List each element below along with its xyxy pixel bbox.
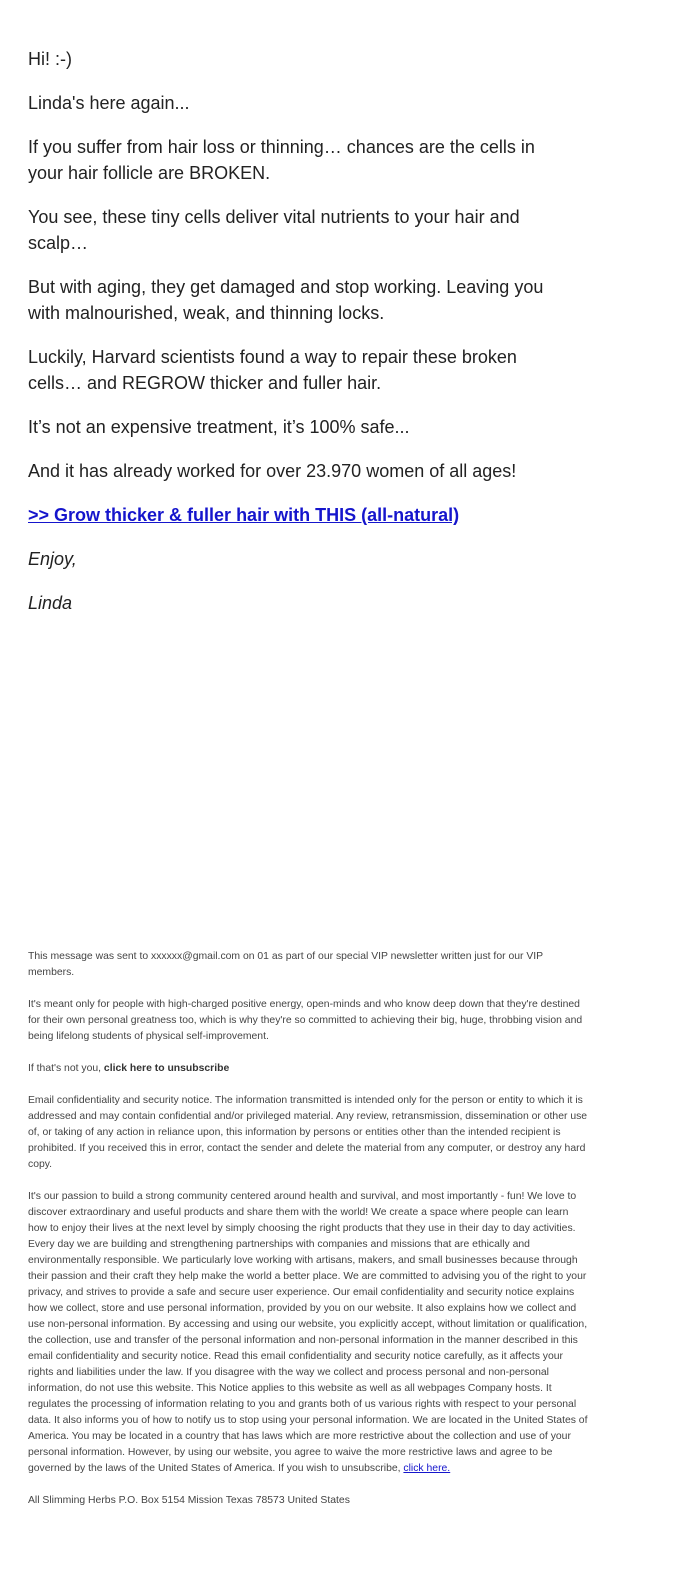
passion-notice <box>28 1189 590 1477</box>
cta-link[interactable]: >> Grow thicker & fuller hair with THIS (all-natural) <box>28 505 460 525</box>
company-address: All Slimming Herbs P.O. Box 5154 Mission Texas 78573 United States <box>28 1495 350 1506</box>
intro-line: Linda's here again... <box>28 93 190 113</box>
audience-notice: It's meant only for people with high-charged positive energy, open-minds and who know deep down that they're destined for their own personal greatness too, which is why they're so committed to achieving their big, huge, throbbing vision and being lifelong students of physical self-improvement. <box>28 999 583 1042</box>
unsubscribe-line <box>28 1061 590 1077</box>
body-paragraph-4: Luckily, Harvard scientists found a way to repair these broken cells… and REGROW thicker and fuller hair. <box>28 347 517 393</box>
greeting: Hi! :-) <box>28 49 72 69</box>
email-footer <box>28 949 590 1525</box>
body-paragraph-1: If you suffer from hair loss or thinning… chances are the cells in your hair follicle are BROKEN. <box>28 137 535 183</box>
body-paragraph-5: It’s not an expensive treatment, it’s 100% safe... <box>28 417 410 437</box>
body-paragraph-2: You see, these tiny cells deliver vital nutrients to your hair and scalp… <box>28 207 520 253</box>
body-paragraph-3: But with aging, they get damaged and stop working. Leaving you with malnourished, weak, and thinning locks. <box>28 277 544 323</box>
body-paragraph-6: And it has already worked for over 23.970 women of all ages! <box>28 461 517 481</box>
email-body <box>28 46 548 634</box>
sent-notice: This message was sent to xxxxxx@gmail.com on 01 as part of our special VIP newsletter written just for our VIP members. <box>28 951 543 978</box>
cta-paragraph <box>28 502 548 528</box>
unsubscribe-click-here-link[interactable]: click here. <box>403 1463 451 1474</box>
unsubscribe-prefix: If that's not you, <box>28 1063 104 1074</box>
signoff: Enjoy, <box>28 549 77 569</box>
signature: Linda <box>28 593 73 613</box>
confidentiality-notice: Email confidentiality and security notice. The information transmitted is intended only for the person or entity to which it is addressed and may contain confidential and/or privileged material. Any review, retransmission, dissemination or other use of, or taking of any action in reliance upon, this information by persons or entities other than the intended recipient is prohibited. If you received this in error, contact the sender and delete the material from any computer, or destroy any hard copy. <box>28 1095 588 1170</box>
passion-text: It's our passion to build a strong community centered around health and survival, and most importantly - fun! We love to discover extraordinary and useful products and share them with the world! We create a space where people can learn how to enjoy their lives at the next level by simply choosing the right products that they use in their day to day activities. Every day we are building and strengthening partnerships with companies and missions that are ethically and environmentally responsible. We particularly love working with artisans, makers, and small businesses because through their passion and their craft they help make the world a better place. We are committed to advising you of the right to your privacy, and strives to provide a safe and secure user experience. Our email confidentiality and security notice explains how we collect, store and use personal information, provided by you on our website. It also explains how we collect and use non-personal information. By accessing and using our website, you explicitly accept, without limitation or qualification, the collection, use and transfer of the personal information and non-personal information in the manner described in this email confidentiality and security notice. Read this email confidentiality and security notice carefully, as it affects your rights and liabilities under the law. If you disagree with the way we collect and process personal and non-personal information, do not use this website. This Notice applies to this website as well as all webpages Company hosts. It regulates the processing of information relating to you and grants both of us various rights with respect to your personal data. It also informs you of how to notify us to stop using your personal information. We are located in the United States of America. You may be located in a country that has laws which are more restrictive about the collection and use of your personal information. However, by using our website, you agree to waive the more restrictive laws and agree to be governed by the laws of the United States of America. If you wish to unsubscribe, <box>28 1191 588 1474</box>
unsubscribe-link[interactable]: click here to unsubscribe <box>103 1063 230 1074</box>
